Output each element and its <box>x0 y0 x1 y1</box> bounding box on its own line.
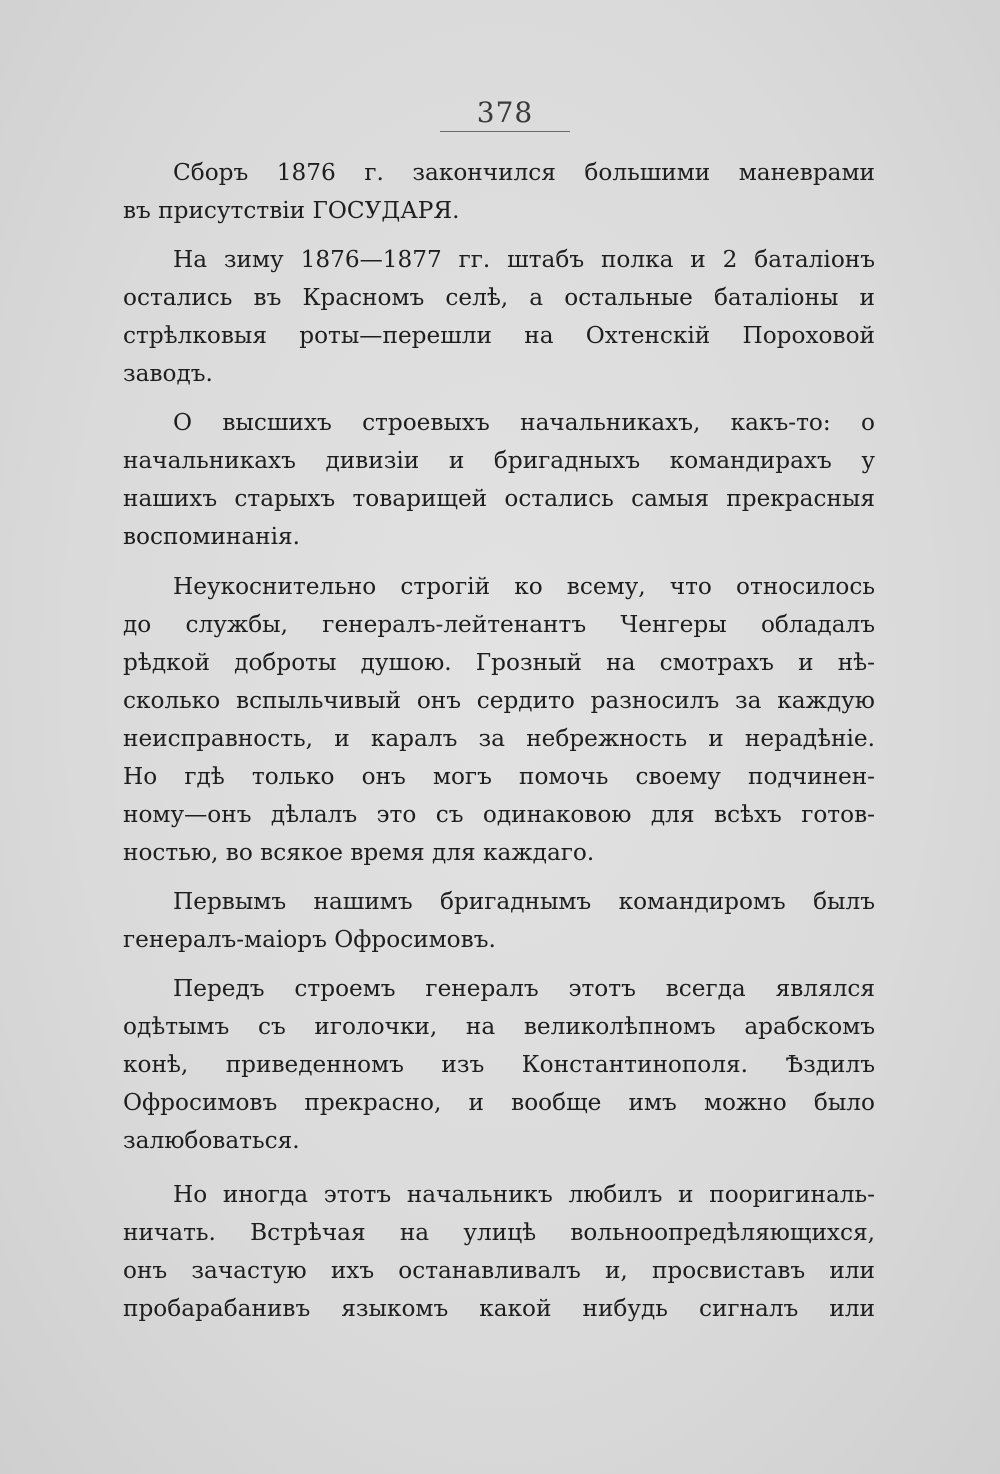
text-line: онъ зачастую ихъ останавливалъ и, просвиставъ или <box>123 1257 875 1284</box>
page-number: 378 <box>476 96 534 129</box>
text-line: до службы, генералъ-лейтенантъ Ченгеры обладалъ <box>123 611 875 638</box>
text-line: пробарабанивъ языкомъ какой нибудь сигналъ или <box>123 1295 875 1322</box>
text-line: Но иногда этотъ начальникъ любилъ и пооригиналь- <box>173 1181 875 1208</box>
text-line: остались въ Красномъ селѣ, а остальные баталіоны и <box>123 284 875 311</box>
text-line: Офросимовъ прекрасно, и вообще имъ можно было <box>123 1089 875 1116</box>
text-line: ному—онъ дѣлалъ это съ одинаковою для всѣхъ готов- <box>123 801 875 828</box>
text-line: Сборъ 1876 г. закончился большими маневрами <box>173 159 875 186</box>
body-text <box>123 154 875 1339</box>
text-line: залюбоваться. <box>123 1127 300 1154</box>
text-line: рѣдкой доброты душою. Грозный на смотрахъ и нѣ- <box>123 649 875 676</box>
paragraph <box>123 154 875 230</box>
paragraph <box>123 970 875 1160</box>
text-line: На зиму 1876—1877 гг. штабъ полка и 2 баталіонъ <box>173 246 875 273</box>
paragraph <box>123 883 875 959</box>
text-line: генералъ-маіоръ Офросимовъ. <box>123 926 496 953</box>
paragraph <box>123 404 875 556</box>
text-line: заводъ. <box>123 360 213 387</box>
text-line: ничать. Встрѣчая на улицѣ вольноопредѣляющихся, <box>123 1219 875 1246</box>
text-line: воспоминанія. <box>123 523 301 550</box>
text-line: Но гдѣ только онъ могъ помочь своему подчинен- <box>123 763 875 790</box>
text-line: нашихъ старыхъ товарищей остались самыя прекрасныя <box>123 485 875 512</box>
text-line: въ присутствіи ГОСУДАРЯ. <box>123 197 460 224</box>
paragraph <box>123 1176 875 1328</box>
text-line: ностью, во всякое время для каждаго. <box>123 839 595 866</box>
page-number-rule <box>440 131 570 132</box>
text-line: конѣ, приведенномъ изъ Константинополя. Ѣздилъ <box>123 1051 875 1078</box>
text-line: Неукоснительно строгій ко всему, что относилось <box>173 573 875 600</box>
paragraph <box>123 568 875 872</box>
text-line: одѣтымъ съ иголочки, на великолѣпномъ арабскомъ <box>123 1013 875 1040</box>
paragraph <box>123 241 875 393</box>
text-line: стрѣлковыя роты—перешли на Охтенскій Пороховой <box>123 322 875 349</box>
text-line: О высшихъ строевыхъ начальникахъ, какъ-то: о <box>173 409 875 436</box>
text-line: начальникахъ дивизіи и бригадныхъ командирахъ у <box>123 447 875 474</box>
text-line: Передъ строемъ генералъ этотъ всегда являлся <box>173 975 875 1002</box>
text-line: Первымъ нашимъ бригаднымъ командиромъ былъ <box>173 888 875 915</box>
text-line: неисправность, и каралъ за небрежность и нерадѣніе. <box>123 725 875 752</box>
text-line: сколько вспыльчивый онъ сердито разносилъ за каждую <box>123 687 875 714</box>
